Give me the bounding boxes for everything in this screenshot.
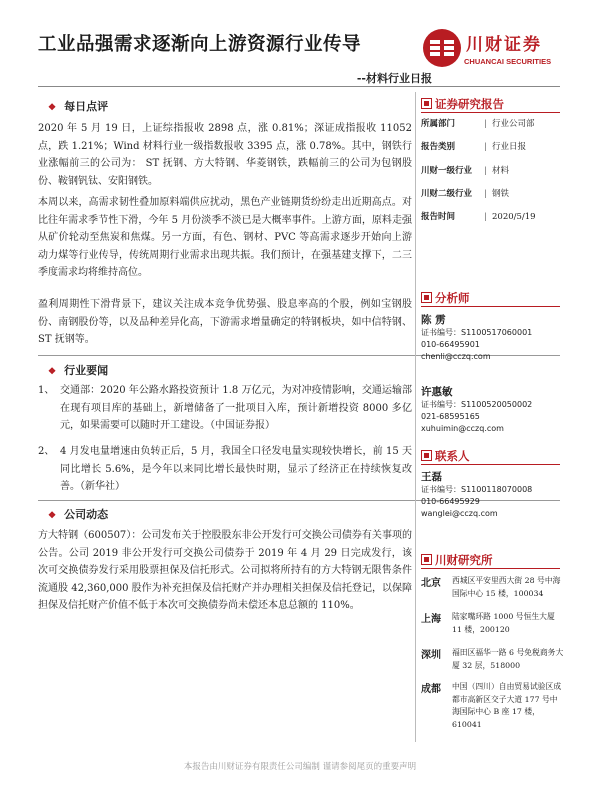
report-title: 工业品强需求逐渐向上游资源行业传导 [38,34,362,55]
diamond-icon: ❖ [48,367,57,377]
office-address: 陆家嘴环路 1000 号恒生大厦 11 楼，200120 [452,612,555,634]
office-address: 西城区平安里西大街 28 号中海国际中心 15 楼，100034 [452,576,561,598]
sidebar-rule [421,464,560,465]
page-footer: 本报告由川财证券有限责任公司编制 谨请参阅尾页的重要声明 [183,762,417,772]
sidebar-heading-analysts: 分析师 [421,290,470,306]
news-item-text: 4 月发电量增速由负转正后，5 月，我国全口径发电量实现较快增长，前 15 天同比增长 5.6%，是今年以来同比增长最快时期，显示了经济正在持续恢复改善。（新华社） [60,446,412,492]
contact-cert: 证书编号：S1100118070008 [421,485,533,494]
news-item-number: 1、 [38,385,55,396]
sidebar-heading-report: 证券研究报告 [421,96,504,112]
analyst-cert: 证书编号：S1100520050002 [421,400,533,409]
header-rule [38,86,560,87]
square-bullet-icon [421,554,432,565]
office-city: 深圳 [421,650,441,661]
diamond-icon: ❖ [48,511,57,521]
report-subtitle: --材料行业日报 [356,72,432,85]
section-heading-news: ❖ 行业要闻 [48,364,109,377]
diamond-icon: ❖ [48,103,57,113]
analyst-cert: 证书编号：S1100517060001 [421,328,533,337]
paragraph-market: 2020 年 5 月 19 日，上证综指报收 2898 点，涨 0.81%；深证成指报收 11052 点，跌 1.21%；Wind 材料行业一级指数报收 3395 点，涨 0.78%。其中，钢铁行业涨幅前三的公司为： ST 抚钢、方大特钢、华菱钢铁，跌幅前三的公司为包钢股份、鞍钢钒钛、安阳钢铁。 [38,123,412,187]
sidebar-heading-institute: 川财研究所 [421,552,493,568]
logo-mark-icon [423,29,461,67]
column-divider [415,92,416,742]
office-address: 中国（四川）自由贸易试验区成都市高新区交子大道 177 号中海国际中心 B 座 17 楼，610041 [452,682,562,729]
office-city: 成都 [421,684,441,695]
analyst-email[interactable]: xuhuimin@cczq.com [421,424,504,433]
analyst-phone: 010-66495901 [421,340,480,349]
sidebar-rule [421,112,560,113]
paragraph-company: 方大特钢（600507）：公司发布关于控股股东非公开发行可交换公司债券有关事项的公告。公司 2019 非公开发行可交换公司债券于 2019 年 4 月 29 日完成发行，该次可交换债券发行采用股票担保及信托形式。公司拟将所持有的方大特钢无限售条件流通股 42,360,000 股作为补充担保及信托财产并办理相关担保及信托登记，以保障担保及信托财产价值不低于本次可交换债券尚未偿还本息总额的 110%。 [38,530,412,611]
logo-name: 川财证券 [466,35,542,55]
contact-phone: 010-66495929 [421,497,480,506]
analyst-email[interactable]: chenli@cczq.com [421,352,491,361]
square-bullet-icon [421,292,432,303]
contact-email[interactable]: wanglei@cczq.com [421,509,498,518]
logo-english: CHUANCAI SECURITIES [464,57,552,66]
square-bullet-icon [421,98,432,109]
office-city: 上海 [421,614,441,625]
analyst-name: 陈 雳 [421,314,446,326]
contact-name: 王磊 [421,471,442,483]
news-item-number: 2、 [38,446,55,457]
analyst-phone: 021-68595165 [421,412,480,421]
sidebar-heading-contact: 联系人 [421,448,470,464]
office-city: 北京 [421,578,441,589]
news-item-text: 交通部：2020 年公路水路投资预计 1.8 万亿元，为对冲疫情影响，交通运输部在现有项目库的基础上，新增储备了一批项目入库，预计新增投资 8000 多亿元，如果需要可以随时开工建设。（中国证券报） [60,385,412,431]
sidebar-rule [421,568,560,569]
analyst-name: 许惠敏 [421,386,453,398]
office-address: 福田区福华一路 6 号免税商务大厦 32 层，518000 [452,648,564,670]
paragraph-outlook: 本周以来，高需求韧性叠加原料端供应扰动，黑色产业链期货纷纷走出近期高点。对比往年需求季节性下滑，今年 5 月份淡季不淡已是大概率事件。上游方面，原料走强从矿价轮动至焦炭和焦煤。另一方面，有色、钢材、PVC 等高需求逐步开始向上游动力煤等行业传导，传统周期行业需求出现共振。我们预计，在强基建支撑下，二三季度需求均将维持高位。 [38,197,412,278]
section-heading-daily: ❖ 每日点评 [48,100,109,113]
sidebar-rule [421,306,560,307]
square-bullet-icon [421,450,432,461]
section-divider [38,500,560,501]
paragraph-advice: 盈利周期性下滑背景下，建议关注成本竞争优势强、股息率高的个股，例如宝钢股份、南钢股份等，以及品种差异化高，下游需求增量确定的特钢板块，如中信特钢、ST 抚钢等。 [38,299,412,345]
section-heading-company: ❖ 公司动态 [48,508,109,521]
